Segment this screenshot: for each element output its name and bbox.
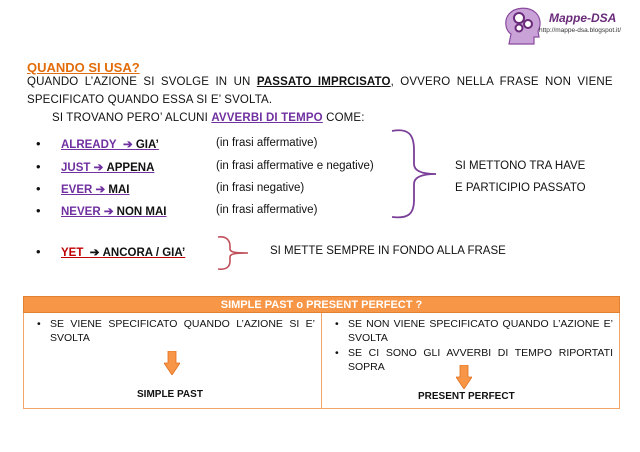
purple-brace-icon bbox=[390, 128, 440, 220]
bullet: • bbox=[36, 181, 41, 196]
adverb-note: (in frasi affermative e negative) bbox=[216, 160, 374, 172]
simple-past-cell bbox=[24, 313, 322, 409]
yet-note: SI METTE SEMPRE IN FONDO ALLA FRASE bbox=[270, 245, 506, 257]
group-note-line-2: E PARTICIPIO PASSATO bbox=[455, 182, 586, 194]
adverb-translation: MAI bbox=[108, 184, 130, 196]
passato-imprecisato-term: PASSATO IMPRCISATO bbox=[256, 76, 391, 88]
intro-line-1: QUANDO L’AZIONE SI SVOLGE IN UN PASSATO IMPRCISATO, OVVERO NELLA FRASE NON VIENE bbox=[27, 76, 613, 88]
adverb-translation: APPENA bbox=[106, 162, 155, 174]
result-present-perfect: PRESENT PERFECT bbox=[418, 391, 515, 402]
arrow-right-icon: ➔ bbox=[89, 247, 100, 259]
adverb-word: ALREADY bbox=[61, 139, 117, 151]
adverb-word: EVER bbox=[61, 184, 93, 196]
comparison-header: SIMPLE PAST o PRESENT PERFECT ? bbox=[24, 297, 620, 313]
red-brace-icon bbox=[216, 234, 250, 272]
bullet: • bbox=[36, 136, 41, 151]
list-item: • SE VIENE SPECIFICATO QUANDO L’AZIONE SI E’ SVOLTA bbox=[32, 317, 315, 345]
adverb-translation: GIA’ bbox=[135, 139, 159, 151]
list-item: • SE CI SONO GLI AVVERBI DI TEMPO RIPORTATI SOPRA bbox=[330, 346, 613, 374]
intro-line-3: SI TROVANO PERO’ ALCUNI AVVERBI DI TEMPO COME: bbox=[52, 112, 365, 124]
group-note-line-1: SI METTONO TRA HAVE bbox=[455, 160, 586, 172]
adverb-translation: NON MAI bbox=[116, 206, 167, 218]
adverb-translation: ANCORA / GIA’ bbox=[102, 247, 186, 259]
bullet: • bbox=[36, 159, 41, 174]
orange-down-arrow-icon bbox=[456, 365, 472, 389]
adverb-note: (in frasi affermative) bbox=[216, 204, 318, 216]
logo-title: Mappe-DSA bbox=[549, 11, 617, 25]
arrow-right-icon: ➔ bbox=[122, 139, 133, 151]
page-title: QUANDO SI USA? bbox=[27, 60, 140, 75]
adverb-word: YET bbox=[61, 247, 84, 259]
adverb-note: (in frasi affermative) bbox=[216, 137, 318, 149]
intro-line-2: SPECIFICATO QUANDO ESSA SI E’ SVOLTA. bbox=[27, 94, 273, 106]
orange-down-arrow-icon bbox=[164, 351, 180, 375]
adverb-word: NEVER bbox=[61, 206, 101, 218]
gear-head-icon bbox=[501, 4, 545, 48]
logo-url: http://mappe-dsa.blogspot.it/ bbox=[539, 27, 622, 34]
comparison-table bbox=[23, 296, 620, 409]
mappe-dsa-logo bbox=[495, 2, 635, 48]
list-item: • SE NON VIENE SPECIFICATO QUANDO L’AZIONE E’ SVOLTA bbox=[330, 317, 613, 345]
present-perfect-cell bbox=[322, 313, 620, 409]
adverb-word: JUST bbox=[61, 162, 91, 174]
arrow-right-icon: ➔ bbox=[95, 184, 106, 196]
arrow-right-icon: ➔ bbox=[93, 162, 104, 174]
bullet: • bbox=[36, 244, 41, 259]
result-simple-past: SIMPLE PAST bbox=[137, 389, 203, 400]
adverb-note: (in frasi negative) bbox=[216, 182, 305, 194]
arrow-right-icon: ➔ bbox=[103, 206, 114, 218]
avverbi-di-tempo-term: AVVERBI DI TEMPO bbox=[211, 112, 323, 124]
bullet: • bbox=[36, 203, 41, 218]
